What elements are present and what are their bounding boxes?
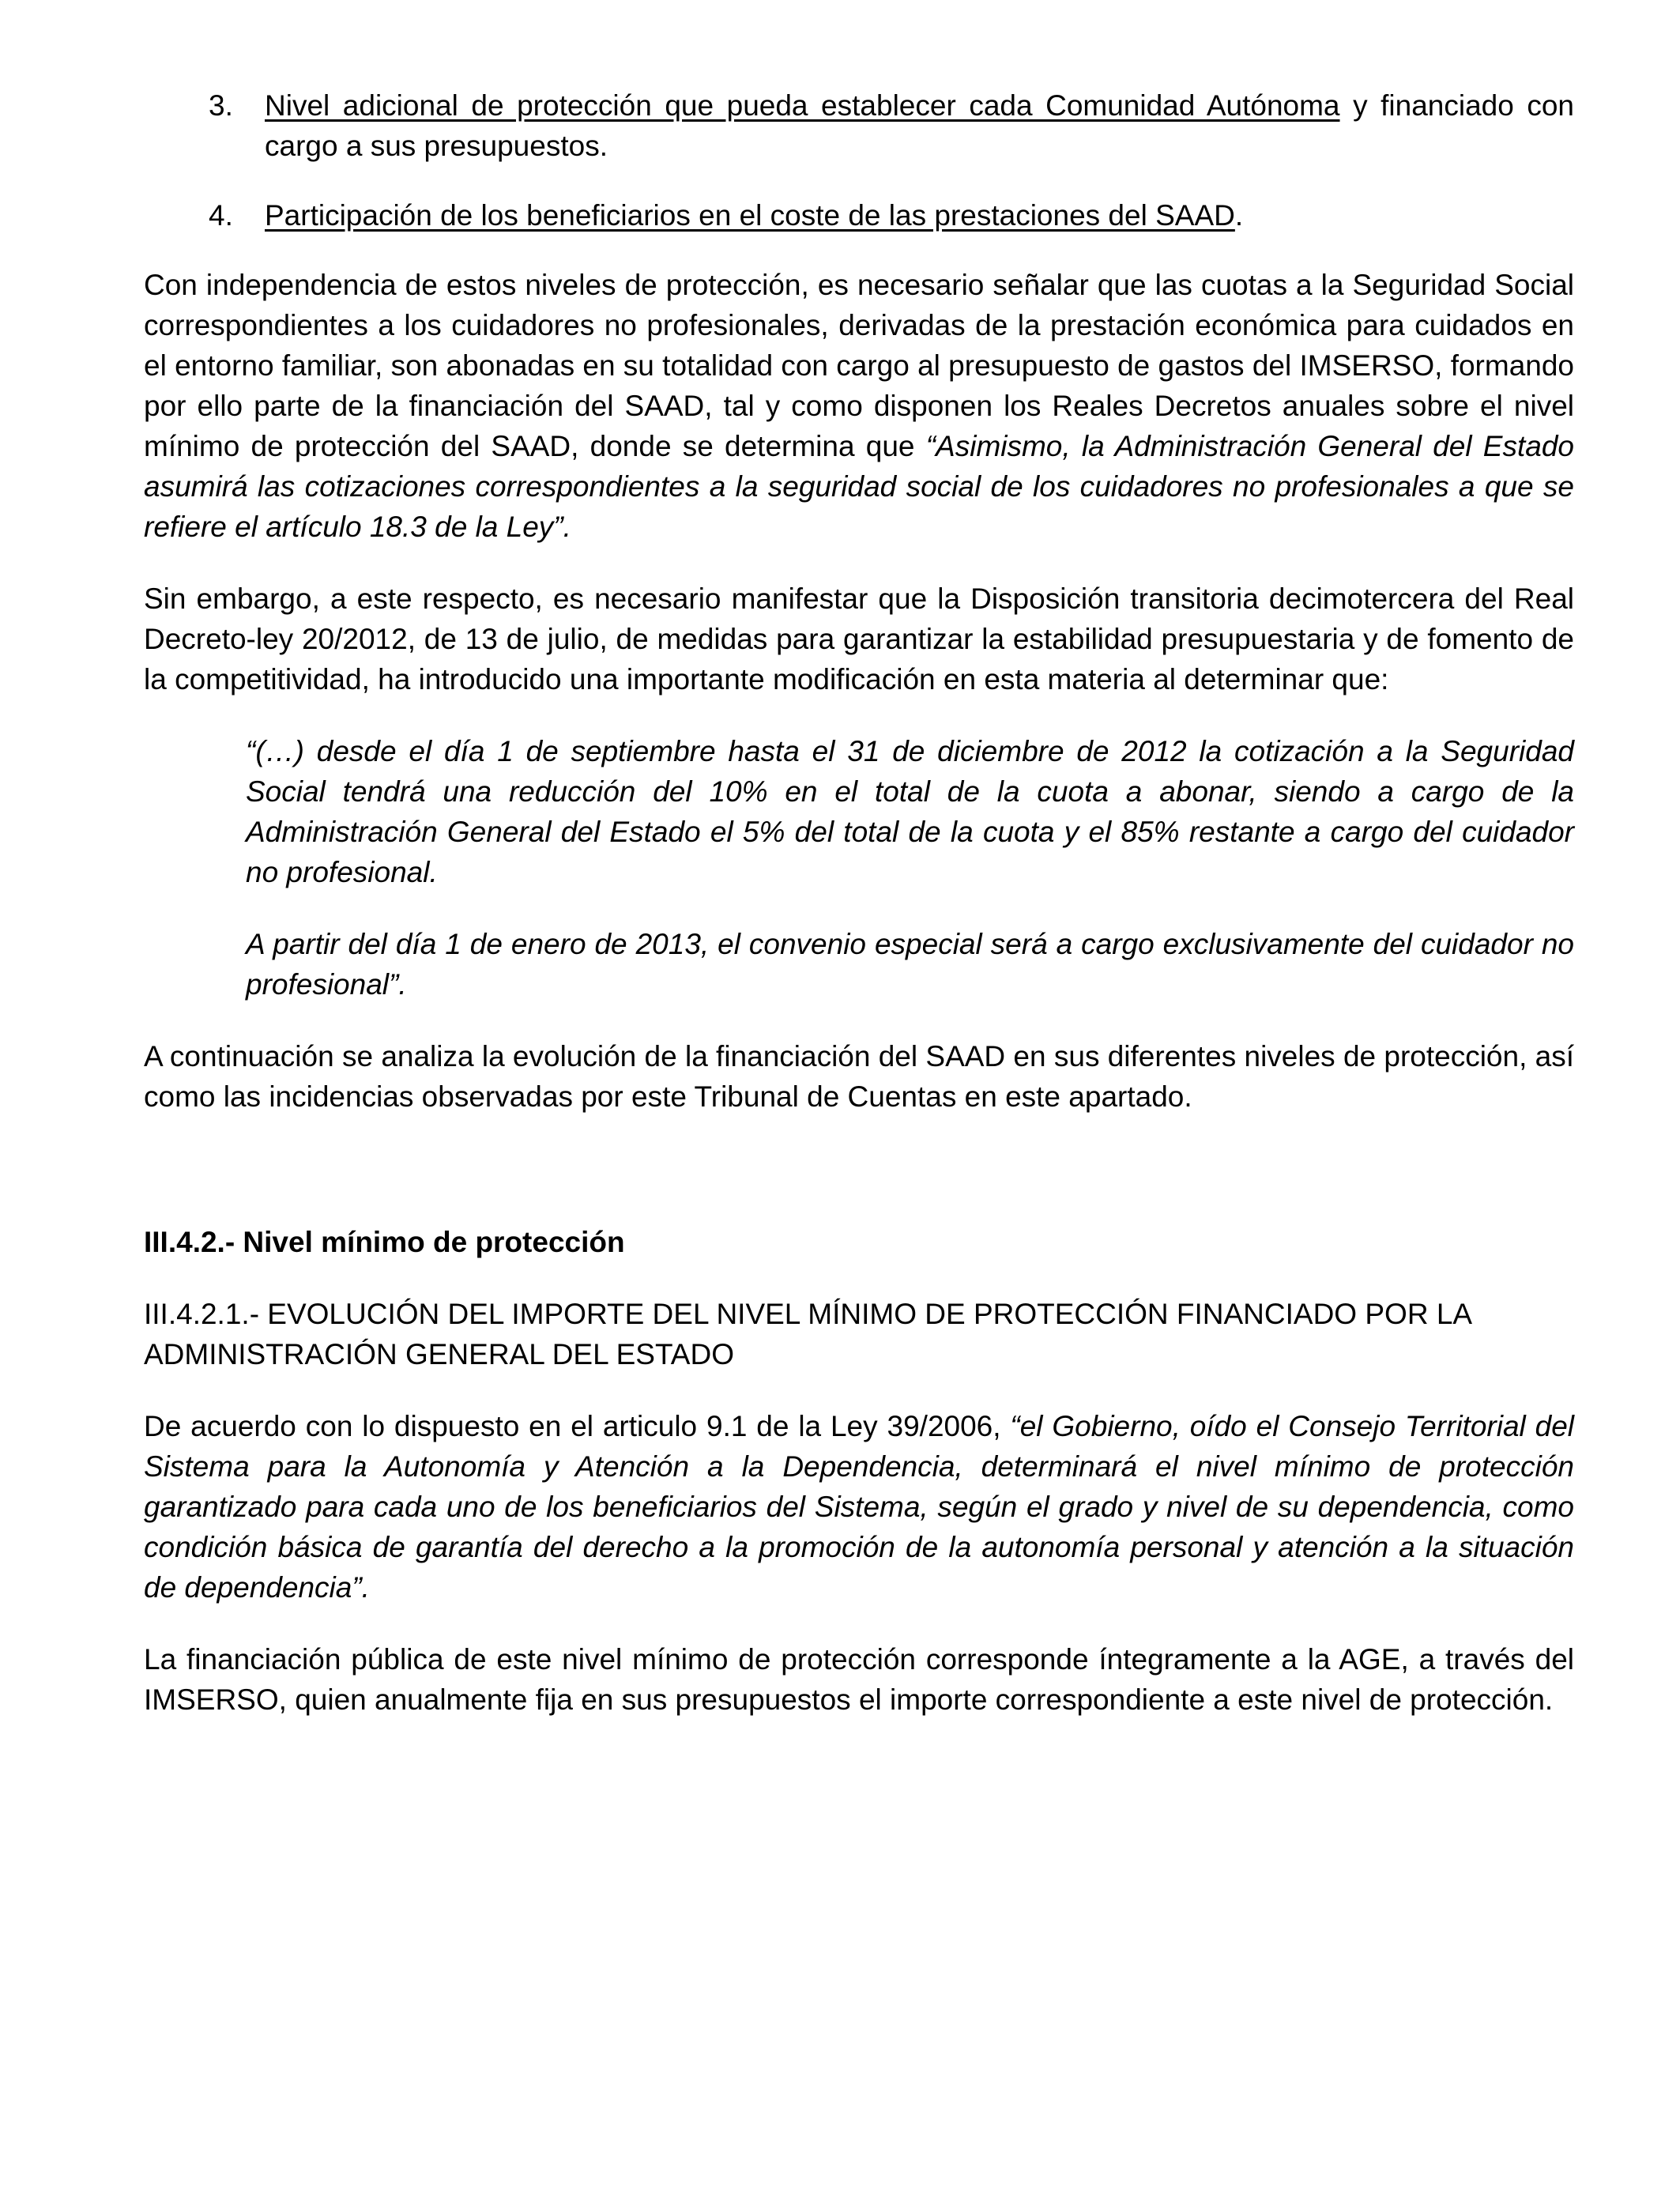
list-item-text: . <box>1234 199 1244 232</box>
list-number: 4. <box>209 199 233 232</box>
list-item-underlined-text: Nivel adicional de protección que pueda establecer cada Comunidad Autónoma <box>265 89 1340 122</box>
paragraph-text: Con independencia de estos niveles de protección, es necesario señalar que las cuotas a la Seguridad Social correspondientes a los cuidadores no profesionales, derivadas de la prestación económica para cuidados en el entorno familiar, son abonadas en su totalidad con cargo al presupuesto de gastos del IMSERSO, formando por ello parte de la financiación del SAAD, tal y como disponen los Reales Decretos anuales sobre el nivel mínimo de protección del SAAD, donde se determina que <box>144 269 1574 462</box>
subsection-heading: III.4.2.1.- EVOLUCIÓN DEL IMPORTE DEL NIVEL MÍNIMO DE PROTECCIÓN FINANCIADO POR LA ADMINISTRACIÓN GENERAL DEL ESTADO <box>144 1298 1471 1370</box>
paragraph-quote-text: “el Gobierno, oído el Consejo Territorial del Sistema para la Autonomía y Atención a la Dependencia, determinará el nivel mínimo de protección garantizado para cada uno de los beneficiarios del Sistema, según el grado y nivel de su dependencia, como condición básica de garantía del derecho a la promoción de la autonomía personal y atención a la situación de dependencia”. <box>144 1410 1574 1604</box>
paragraph-quote-text: “Asimismo, la Administración General del Estado asumirá las cotizaciones correspondientes a la seguridad social de los cuidadores no profesionales a que se refiere el artículo 18.3 de la Ley”. <box>144 430 1574 543</box>
section-heading: III.4.2.- Nivel mínimo de protección <box>144 1226 625 1258</box>
paragraph: Sin embargo, a este respecto, es necesario manifestar que la Disposición transitoria decimotercera del Real Decreto-ley 20/2012, de 13 de julio, de medidas para garantizar la estabilidad presupuestaria y de fomento de la competitividad, ha introducido una importante modificación en esta materia al determinar que: <box>144 582 1574 696</box>
block-quote: A partir del día 1 de enero de 2013, el convenio especial será a cargo exclusivamente del cuidador no profesional”. <box>246 928 1574 1001</box>
list-item-underlined-text: Participación de los beneficiarios en el coste de las prestaciones del SAAD <box>265 199 1235 232</box>
paragraph: La financiación pública de este nivel mínimo de protección corresponde íntegramente a la AGE, a través del IMSERSO, quien anualmente fija en sus presupuestos el importe correspondiente a este nivel de protección. <box>144 1643 1574 1716</box>
paragraph <box>144 265 1574 547</box>
paragraph <box>144 1406 1574 1608</box>
document-body <box>144 85 1574 1720</box>
list-number: 3. <box>209 89 233 122</box>
list-item-4 <box>144 195 1574 236</box>
block-quote: “(…) desde el día 1 de septiembre hasta el 31 de diciembre de 2012 la cotización a la Seguridad Social tendrá una reducción del 10% en el total de la cuota a abonar, siendo a cargo de la Administración General del Estado el 5% del total de la cuota y el 85% restante a cargo del cuidador no profesional. <box>246 735 1574 888</box>
list-item-3 <box>144 85 1574 166</box>
paragraph: A continuación se analiza la evolución de la financiación del SAAD en sus diferentes niveles de protección, así como las incidencias observadas por este Tribunal de Cuentas en este apartado. <box>144 1040 1575 1113</box>
paragraph-text: De acuerdo con lo dispuesto en el articulo 9.1 de la Ley 39/2006, <box>144 1410 1011 1442</box>
list-item-text: y financiado con cargo a sus presupuestos. <box>265 89 1575 162</box>
